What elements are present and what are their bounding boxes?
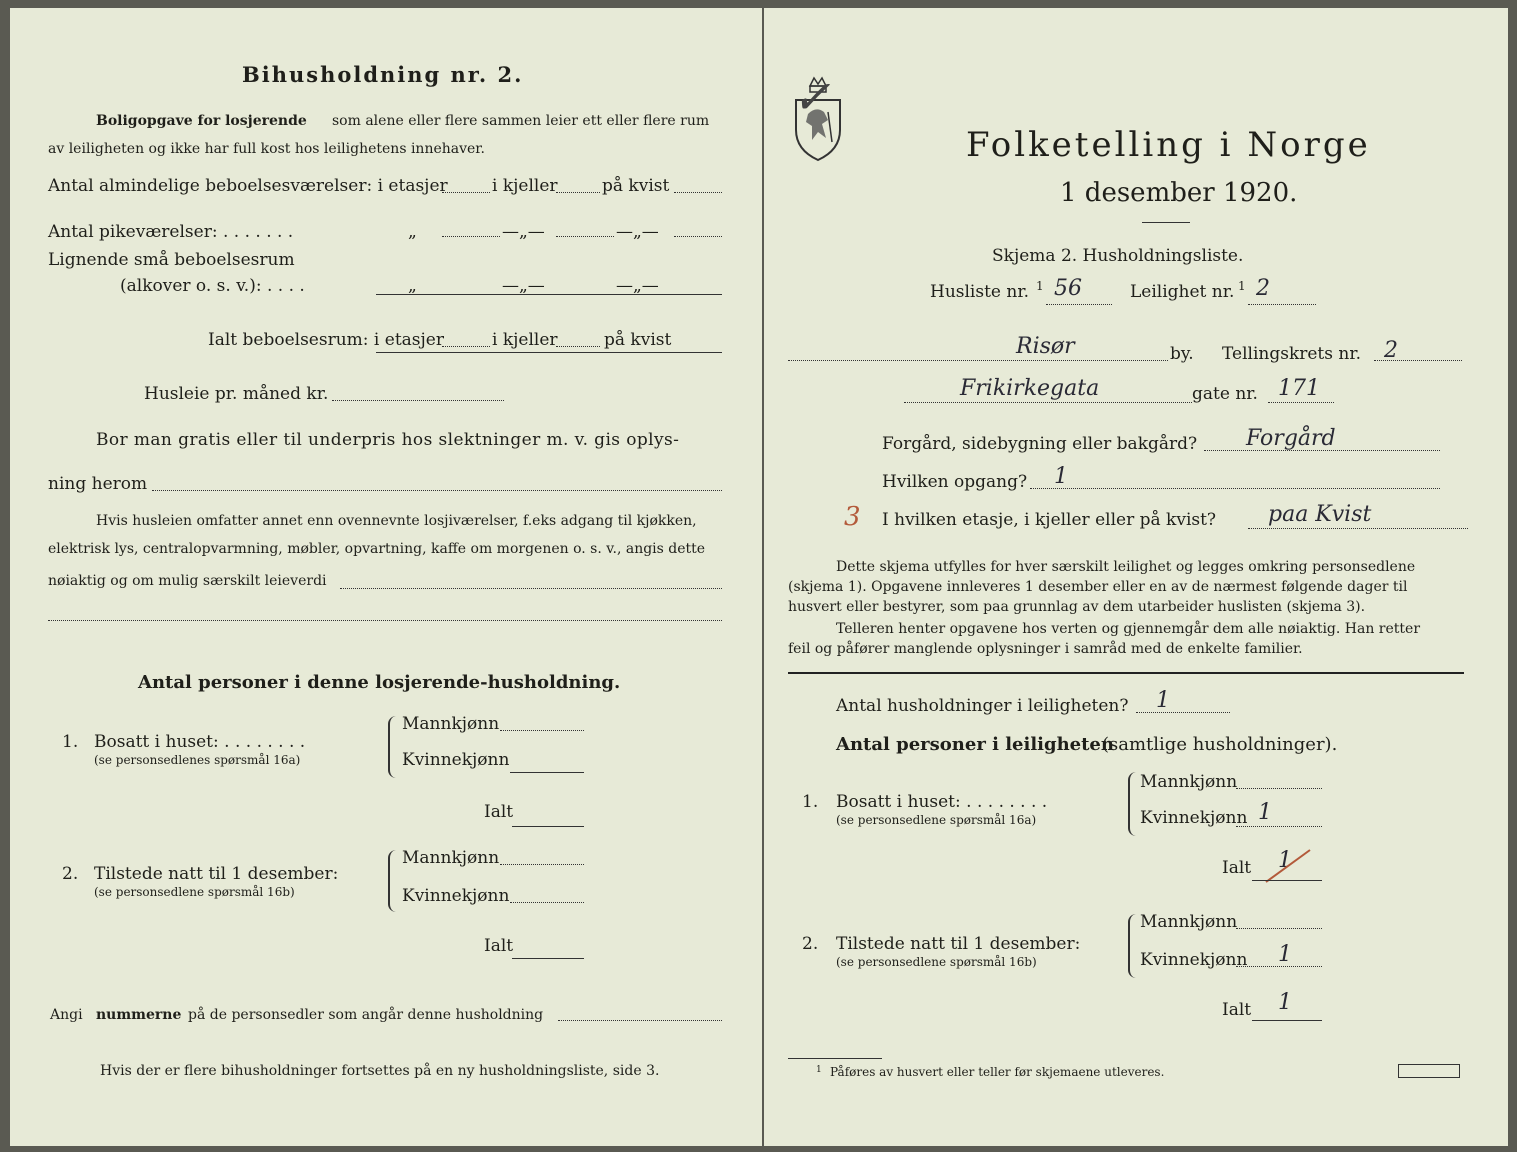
forgard-field bbox=[1204, 450, 1440, 451]
ialt-kvist-label: på kvist bbox=[604, 330, 672, 350]
q2-kvinne-field bbox=[510, 902, 584, 903]
r-q2-number: 2. bbox=[802, 934, 819, 954]
r-q2-mann-label: Mannkjønn bbox=[1140, 912, 1238, 932]
footnote-text: Påføres av husvert eller teller før skjemaene utleveres. bbox=[830, 1065, 1165, 1079]
r-q1-brace bbox=[1128, 772, 1140, 836]
r-q1-ialt-value: 1 bbox=[1278, 848, 1292, 873]
angi-label-2: på de personsedler som angår denne husholdning bbox=[188, 1007, 544, 1023]
opgang-field bbox=[1030, 488, 1440, 489]
hvis-text-1: Hvis husleien omfatter annet enn ovennevnte losjiværelser, f.eks adgang til kjøkken, bbox=[96, 513, 697, 529]
right-title: Folketelling i Norge bbox=[966, 125, 1371, 165]
husliste-sup: 1 bbox=[1036, 279, 1044, 293]
q1-label: Bosatt i huset: . . . . . . . . bbox=[94, 732, 306, 752]
intro-bold: Boligopgave for losjerende bbox=[96, 113, 307, 129]
title-rule bbox=[1142, 222, 1190, 223]
hvis-field-2 bbox=[48, 620, 722, 621]
antal-heading: Antal personer i denne losjerende-husholdning. bbox=[138, 672, 621, 693]
lignende-ditto-3: —„— bbox=[616, 276, 659, 296]
r-q1-mann-label: Mannkjønn bbox=[1140, 772, 1238, 792]
r-q2-kvinne-label: Kvinnekjønn bbox=[1140, 950, 1248, 970]
husleie-field bbox=[332, 400, 504, 401]
r-q2-kvinne-field bbox=[1236, 966, 1322, 967]
q1-number: 1. bbox=[62, 732, 79, 752]
footnote-rule bbox=[788, 1058, 882, 1059]
rooms-kjeller-field bbox=[556, 192, 600, 193]
check-mark: ✓ bbox=[792, 70, 831, 124]
q2-ialt-label: Ialt bbox=[484, 936, 514, 956]
pike-field-2 bbox=[556, 236, 614, 237]
gratis-text-1: Bor man gratis eller til underpris hos slektninger m. v. gis oplys- bbox=[96, 430, 680, 450]
right-date: 1 desember 1920. bbox=[1060, 178, 1298, 208]
r-q2-label: Tilstede natt til 1 desember: bbox=[836, 934, 1081, 954]
by-label: by. bbox=[1170, 344, 1194, 364]
footnote-number: 1 bbox=[816, 1065, 822, 1075]
by-field bbox=[788, 360, 1168, 361]
q2-sub: (se personsedlene spørsmål 16b) bbox=[94, 885, 295, 899]
husliste-field bbox=[1046, 304, 1112, 305]
q2-label: Tilstede natt til 1 desember: bbox=[94, 864, 339, 884]
hvis-field-1 bbox=[340, 588, 722, 589]
q2-ialt-field bbox=[512, 958, 584, 959]
info-line-4: Telleren henter opgavene hos verten og gjennemgår dem alle nøiaktig. Han retter bbox=[836, 621, 1421, 637]
krets-label: Tellingskrets nr. bbox=[1222, 344, 1362, 364]
gratis-text-2: ning herom bbox=[48, 474, 148, 494]
hush-label: Antal husholdninger i leiligheten? bbox=[836, 696, 1129, 716]
leilighet-sup: 1 bbox=[1238, 279, 1246, 293]
forgard-label: Forgård, sidebygning eller bakgård? bbox=[882, 434, 1198, 454]
angi-field bbox=[558, 1020, 722, 1021]
krets-value: 2 bbox=[1384, 338, 1398, 363]
r-q1-mann-field bbox=[1236, 788, 1322, 789]
pike-ditto-3: —„— bbox=[616, 222, 659, 242]
q2-mann-label: Mannkjønn bbox=[402, 848, 500, 868]
lignende-label-1: Lignende små beboelsesrum bbox=[48, 250, 295, 270]
r-q2-ialt-label: Ialt bbox=[1222, 1000, 1252, 1020]
intro-text-2: av leiligheten og ikke har full kost hos leilighetens innehaver. bbox=[48, 141, 485, 157]
etasje-field bbox=[1248, 528, 1468, 529]
info-line-2: (skjema 1). Opgavene innleveres 1 desember eller en av de nærmest følgende dager til bbox=[788, 579, 1408, 595]
hvis-text-3: nøiaktig og om mulig særskilt leieverdi bbox=[48, 573, 327, 589]
r-q2-kvinne-value: 1 bbox=[1278, 942, 1292, 967]
husliste-label: Husliste nr. bbox=[930, 282, 1030, 302]
info-line-3: husvert eller bestyrer, som paa grunnlag av dem utarbeider huslisten (skjema 3). bbox=[788, 599, 1366, 615]
pike-field-3 bbox=[674, 236, 722, 237]
ialt-rooms-label: Ialt beboelsesrum: i etasjer bbox=[208, 330, 444, 350]
lignende-ditto-2: —„— bbox=[502, 276, 545, 296]
q1-mann-field bbox=[500, 730, 584, 731]
lignende-ditto-1: „ bbox=[408, 276, 417, 296]
ialt-underline bbox=[376, 352, 722, 353]
r-q1-number: 1. bbox=[802, 792, 819, 812]
q2-kvinne-label: Kvinnekjønn bbox=[402, 886, 510, 906]
r-q1-ialt-field bbox=[1252, 880, 1322, 881]
margin-note: 3 bbox=[844, 502, 861, 532]
rooms-label: Antal almindelige beboelsesværelser: i etasjer bbox=[48, 176, 448, 196]
ialt-kjeller-field bbox=[556, 346, 600, 347]
pike-field-1 bbox=[442, 236, 500, 237]
pike-ditto-2: —„— bbox=[502, 222, 545, 242]
r-q1-ialt-label: Ialt bbox=[1222, 858, 1252, 878]
leilighet-field bbox=[1248, 304, 1316, 305]
gate-nr-field bbox=[1268, 402, 1334, 403]
q1-kvinne-label: Kvinnekjønn bbox=[402, 750, 510, 770]
hush-field bbox=[1136, 712, 1230, 713]
pike-label: Antal pikeværelser: . . . . . . . bbox=[48, 222, 294, 242]
opgang-value: 1 bbox=[1054, 464, 1068, 489]
lignende-underline bbox=[376, 294, 722, 295]
r-q1-label: Bosatt i huset: . . . . . . . . bbox=[836, 792, 1048, 812]
leilighet-value: 2 bbox=[1256, 276, 1270, 301]
rooms-kjeller-label: i kjeller bbox=[492, 176, 558, 196]
q2-mann-field bbox=[500, 864, 584, 865]
q1-ialt-field bbox=[512, 826, 584, 827]
gate-nr-value: 171 bbox=[1278, 376, 1320, 401]
left-footer: Hvis der er flere bihusholdninger fortsettes på en ny husholdningsliste, side 3. bbox=[100, 1063, 660, 1079]
r-q2-ialt-value: 1 bbox=[1278, 990, 1292, 1015]
gate-value: Frikirkegata bbox=[960, 376, 1100, 401]
gate-label: gate nr. bbox=[1192, 384, 1258, 404]
r-q1-sub: (se personsedlene spørsmål 16a) bbox=[836, 813, 1037, 827]
pike-ditto-1: „ bbox=[408, 222, 417, 242]
q2-brace bbox=[388, 850, 400, 912]
rooms-kvist-field bbox=[674, 192, 722, 193]
section-rule bbox=[788, 672, 1464, 674]
q2-number: 2. bbox=[62, 864, 79, 884]
q1-sub: (se personsedlenes spørsmål 16a) bbox=[94, 753, 301, 767]
info-line-5: feil og påfører manglende oplysninger i samråd med de enkelte familier. bbox=[788, 641, 1303, 657]
q1-mann-label: Mannkjønn bbox=[402, 714, 500, 734]
info-line-1: Dette skjema utfylles for hver særskilt leilighet og legges omkring personsedlene bbox=[836, 559, 1416, 575]
ialt-etasjer-field bbox=[442, 346, 490, 347]
antal-rest: (samtlige husholdninger). bbox=[1102, 734, 1338, 755]
left-title: Bihusholdning nr. 2. bbox=[242, 62, 524, 87]
angi-label-1: Angi bbox=[50, 1007, 83, 1023]
husliste-value: 56 bbox=[1054, 276, 1082, 301]
krets-field bbox=[1374, 360, 1462, 361]
forgard-value: Forgård bbox=[1246, 426, 1336, 451]
r-q2-sub: (se personsedlene spørsmål 16b) bbox=[836, 955, 1037, 969]
by-value: Risør bbox=[1016, 334, 1075, 359]
r-q1-kvinne-value: 1 bbox=[1258, 800, 1272, 825]
left-page bbox=[10, 8, 762, 1146]
angi-label-bold: nummerne bbox=[96, 1007, 182, 1023]
husleie-label: Husleie pr. måned kr. bbox=[144, 384, 329, 404]
printer-stamp bbox=[1398, 1064, 1460, 1078]
r-q1-kvinne-label: Kvinnekjønn bbox=[1140, 808, 1248, 828]
hush-value: 1 bbox=[1156, 688, 1170, 713]
q1-kvinne-field bbox=[510, 772, 584, 773]
opgang-label: Hvilken opgang? bbox=[882, 472, 1028, 492]
ialt-kjeller-label: i kjeller bbox=[492, 330, 558, 350]
q1-ialt-label: Ialt bbox=[484, 802, 514, 822]
r-q2-ialt-field bbox=[1252, 1020, 1322, 1021]
gratis-field bbox=[152, 490, 722, 491]
etasje-label: I hvilken etasje, i kjeller eller på kvist? bbox=[882, 510, 1217, 530]
hvis-text-2: elektrisk lys, centralopvarmning, møbler, opvartning, kaffe om morgenen o. s. v., angis dette bbox=[48, 541, 706, 557]
lignende-label-2: (alkover o. s. v.): . . . . bbox=[120, 276, 305, 296]
etasje-value: paa Kvist bbox=[1268, 502, 1372, 527]
rooms-kvist-label: på kvist bbox=[602, 176, 670, 196]
q1-brace bbox=[388, 716, 400, 778]
r-q2-brace bbox=[1128, 914, 1140, 978]
skjema-label: Skjema 2. Husholdningsliste. bbox=[992, 246, 1244, 266]
r-q1-kvinne-field bbox=[1236, 826, 1322, 827]
gate-field bbox=[904, 402, 1192, 403]
rooms-etasjer-field bbox=[442, 192, 490, 193]
r-q2-mann-field bbox=[1236, 928, 1322, 929]
antal-bold: Antal personer i leiligheten bbox=[836, 734, 1114, 755]
intro-text-1: som alene eller flere sammen leier ett eller flere rum bbox=[332, 113, 710, 129]
right-page bbox=[764, 8, 1508, 1146]
leilighet-label: Leilighet nr. bbox=[1130, 282, 1235, 302]
